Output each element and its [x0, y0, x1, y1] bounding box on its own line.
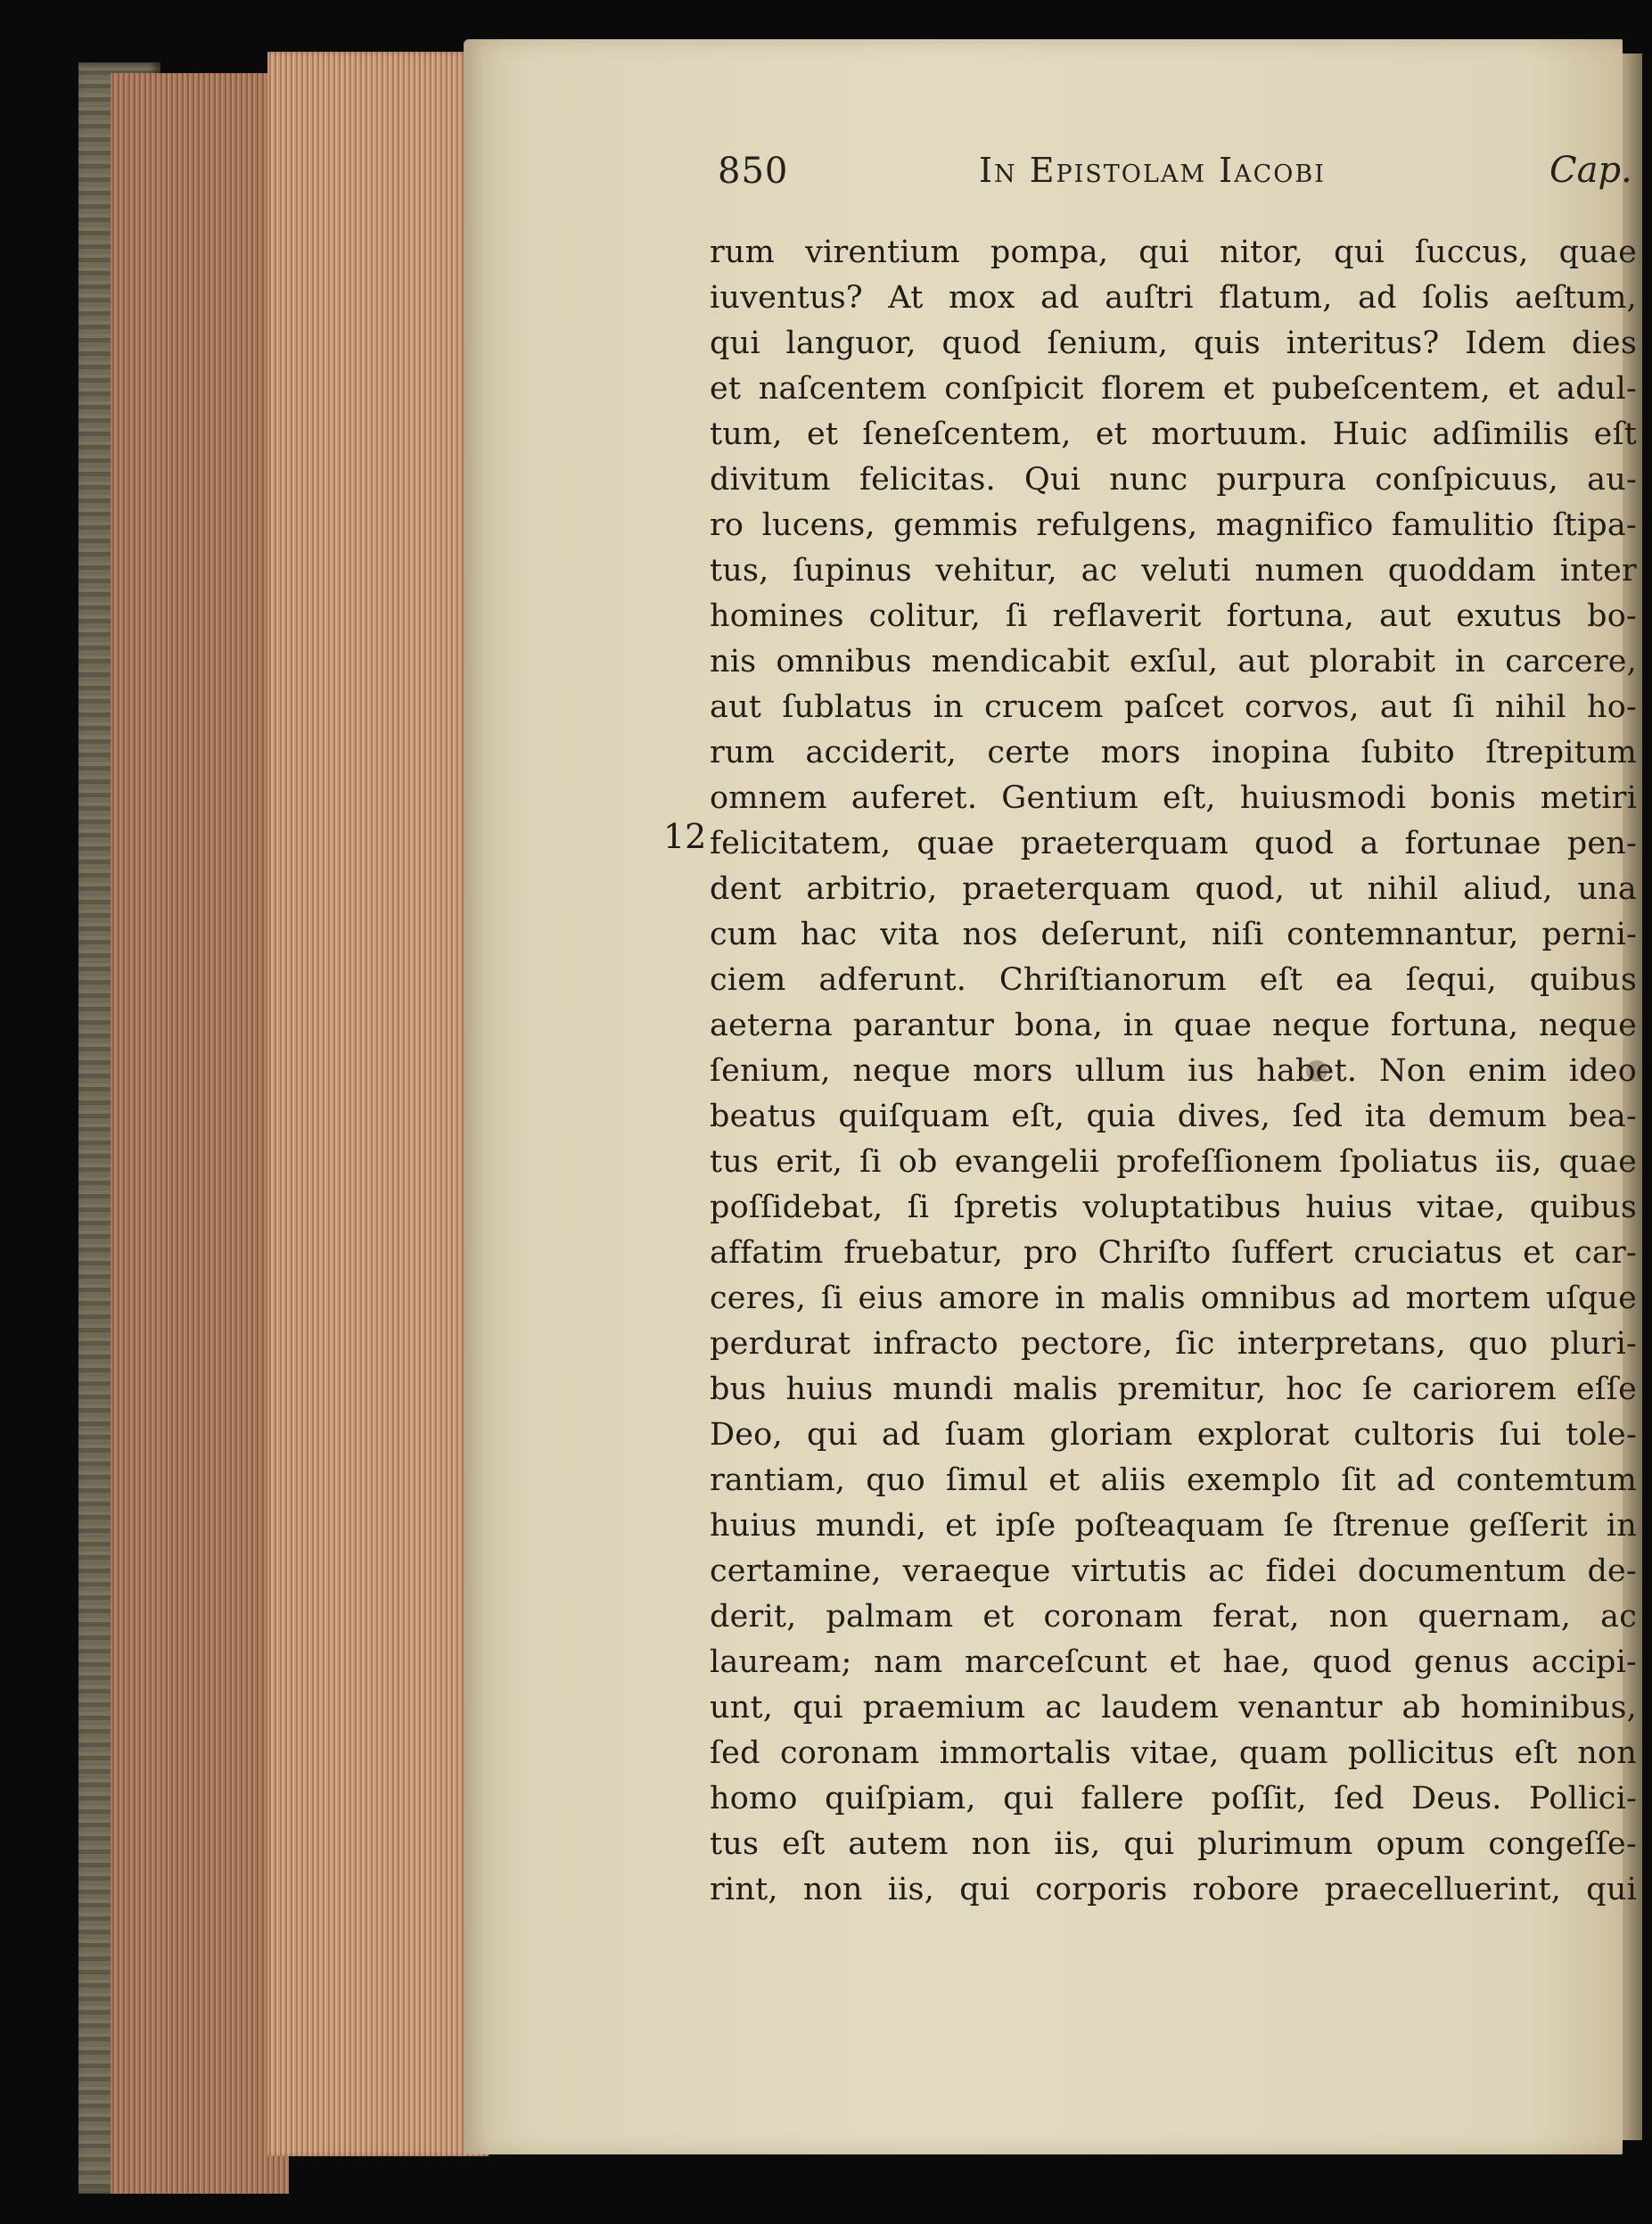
text-line: lauream; nam marceſcunt et hae, quod genus accipi-	[710, 1644, 1637, 1680]
text-line: tus, ſupinus vehitur, ac veluti numen quoddam inter	[710, 553, 1637, 589]
text-line: qui languor, quod ſenium, quis interitus? Idem dies	[710, 325, 1637, 361]
text-line: rint, non iis, qui corporis robore praecelluerint, qui	[710, 1872, 1637, 1907]
text-line: cum hac vita nos deſerunt, niſi contemnantur, perni-	[710, 917, 1637, 952]
text-line: unt, qui praemium ac laudem venantur ab hominibus,	[710, 1690, 1637, 1726]
text-line: et naſcentem conſpicit florem et pubeſcentem, et adul-	[710, 371, 1637, 407]
text-line: dent arbitrio, praeterquam quod, ut nihil aliud, una	[710, 871, 1637, 907]
text-line: bus huius mundi malis premitur, hoc ſe cariorem eſſe	[710, 1371, 1637, 1407]
text-line: felicitatem, quae praeterquam quod a fortunae pen-	[710, 826, 1637, 861]
text-line: tus erit, ſi ob evangelii profeſſionem ſpoliatus iis, quae	[710, 1144, 1637, 1180]
text-line: tus eſt autem non iis, qui plurimum opum congeſſe-	[710, 1826, 1637, 1862]
text-line: homines colitur, ſi reflaverit fortuna, aut exutus bo-	[710, 598, 1637, 634]
text-line: beatus quiſquam eſt, quia dives, ſed ita demum bea-	[710, 1099, 1637, 1134]
text-line: rantiam, quo ſimul et aliis exemplo ſit ad contemtum	[710, 1462, 1637, 1498]
page-block-edge-inner	[267, 52, 489, 2156]
text-line: aut ſublatus in crucem paſcet corvos, aut ſi nihil ho-	[710, 689, 1637, 725]
page-block-edge	[111, 73, 289, 2194]
text-line: tum, et ſeneſcentem, et mortuum. Huic adſimilis eſt	[710, 416, 1637, 452]
text-line: divitum felicitas. Qui nunc purpura conſpicuus, au-	[710, 462, 1637, 498]
text-line: iuventus? At mox ad auſtri flatum, ad ſolis aeſtum,	[710, 280, 1637, 316]
text-line: ſed coronam immortalis vitae, quam pollicitus eſt non	[710, 1735, 1637, 1771]
text-line: aeterna parantur bona, in quae neque fortuna, neque	[710, 1008, 1637, 1043]
text-line: perdurat infracto pectore, ſic interpretans, quo pluri-	[710, 1326, 1637, 1362]
text-line: ceres, ſi eius amore in malis omnibus ad mortem uſque	[710, 1281, 1637, 1316]
page-number: 850	[718, 151, 789, 192]
chapter-abbreviation: Cap.	[1549, 150, 1632, 191]
text-line: rum acciderit, certe mors inopina ſubito ſtrepitum	[710, 735, 1637, 770]
text-line: ſenium, neque mors ullum ius habet. Non enim ideo	[710, 1053, 1637, 1089]
text-line: ciem adferunt. Chriſtianorum eſt ea ſequi, quibus	[710, 962, 1637, 998]
text-line: ro lucens, gemmis refulgens, magnifico famulitio ſtipa-	[710, 507, 1637, 543]
book-page	[464, 39, 1637, 2154]
text-line: homo quiſpiam, qui fallere poſſit, ſed Deus. Pollici-	[710, 1781, 1637, 1816]
text-line: affatim fruebatur, pro Chriſto ſuffert cruciatus et car-	[710, 1235, 1637, 1271]
text-line: rum virentium pompa, qui nitor, qui ſuccus, quae	[710, 235, 1637, 270]
body-text	[710, 230, 1637, 1913]
text-line: Deo, qui ad ſuam gloriam explorat cultoris ſui tole-	[710, 1417, 1637, 1453]
text-line: huius mundi, et ipſe poſteaquam ſe ſtrenue geſſerit in	[710, 1508, 1637, 1544]
text-line: nis omnibus mendicabit exſul, aut plorabit in carcere,	[710, 644, 1637, 680]
text-line: certamine, veraeque virtutis ac fidei documentum de-	[710, 1553, 1637, 1589]
running-title: In Epistolam Iacobi	[979, 151, 1326, 190]
text-line: derit, palmam et coronam ferat, non quernam, ac	[710, 1599, 1637, 1635]
text-line: poſſidebat, ſi ſpretis voluptatibus huius vitae, quibus	[710, 1190, 1637, 1225]
verse-number: 12	[663, 817, 707, 856]
text-line: omnem auferet. Gentium eſt, huiusmodi bonis metiri	[710, 780, 1637, 816]
